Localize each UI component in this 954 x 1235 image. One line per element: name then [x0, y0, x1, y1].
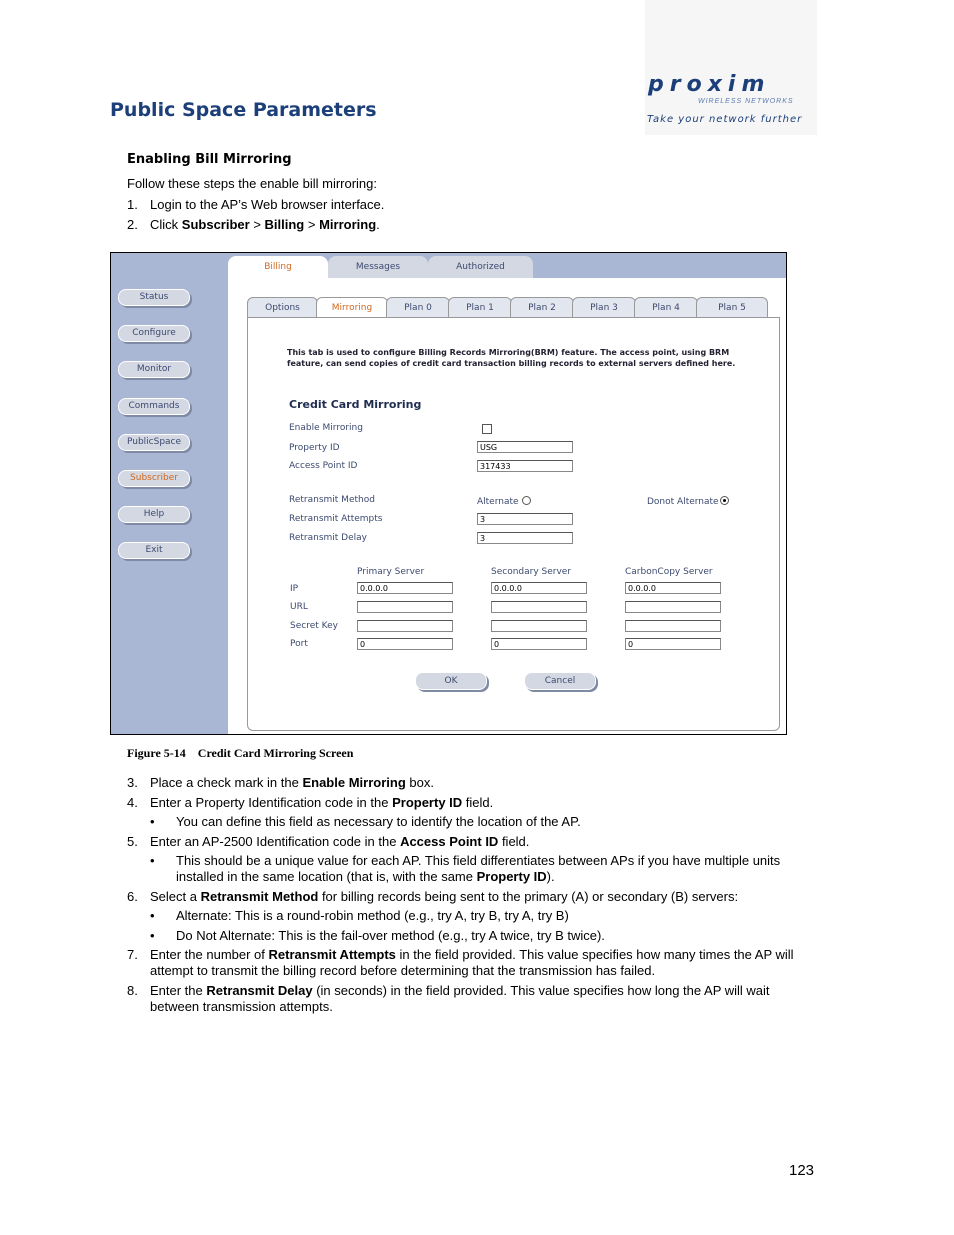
step-number: 4. [127, 795, 138, 810]
retransmit-delay-label: Retransmit Delay [289, 533, 367, 543]
tab-plan-3[interactable]: Plan 3 [572, 297, 636, 318]
tab-billing[interactable]: Billing [228, 256, 328, 278]
retransmit-method-label: Retransmit Method [289, 495, 375, 505]
tab-plan-4[interactable]: Plan 4 [634, 297, 698, 318]
sidebar-item-commands[interactable]: Commands [118, 398, 190, 415]
ip-label: IP [290, 584, 299, 594]
step-number: 2. [127, 217, 138, 232]
ok-button[interactable]: OK [415, 672, 487, 690]
donot-alternate-radio[interactable] [720, 496, 729, 505]
step-number: 5. [127, 834, 138, 849]
bullet-text: Do Not Alternate: This is the fail-over method (e.g., try A twice, try B twice). [176, 928, 605, 943]
form-section-title: Credit Card Mirroring [289, 398, 422, 411]
carboncopy-ip-input[interactable]: 0.0.0.0 [625, 582, 721, 594]
primary-url-input[interactable] [357, 601, 453, 613]
donot-alternate-label: Donot Alternate [647, 497, 719, 507]
tab-messages[interactable]: Messages [328, 256, 428, 278]
sidebar-item-publicspace[interactable]: PublicSpace [118, 434, 190, 451]
step-text: Login to the AP’s Web browser interface. [150, 197, 385, 212]
step-number: 1. [127, 197, 138, 212]
step-text: Enter a Property Identification code in the Property ID field. [150, 795, 494, 810]
page-title: Public Space Parameters [110, 99, 377, 121]
logo-tagline: Take your network further [647, 114, 803, 125]
carboncopy-server-header: CarbonCopy Server [625, 567, 713, 577]
step-number: 6. [127, 889, 138, 904]
sidebar [111, 253, 228, 734]
access-point-id-input[interactable]: 317433 [477, 460, 573, 472]
secret-key-label: Secret Key [290, 621, 338, 631]
port-label: Port [290, 639, 308, 649]
retransmit-attempts-input[interactable]: 3 [477, 513, 573, 525]
step-number: 8. [127, 983, 138, 998]
enable-mirroring-label: Enable Mirroring [289, 423, 363, 433]
bullet: • [150, 928, 155, 943]
logo-word: proxim [648, 72, 771, 97]
step-number: 7. [127, 947, 138, 962]
cancel-button[interactable]: Cancel [524, 672, 596, 690]
bullet: • [150, 908, 155, 923]
tab-mirroring[interactable]: Mirroring [316, 297, 388, 319]
tab-options[interactable]: Options [247, 297, 318, 318]
secondary-server-header: Secondary Server [491, 567, 572, 577]
property-id-input[interactable]: USG [477, 441, 573, 453]
step-text: Click Subscriber > Billing > Mirroring. [150, 217, 380, 232]
carboncopy-secret-key-input[interactable] [625, 620, 721, 632]
retransmit-attempts-label: Retransmit Attempts [289, 514, 383, 524]
top-tab-bar [228, 253, 786, 278]
carboncopy-port-input[interactable]: 0 [625, 638, 721, 650]
secondary-url-input[interactable] [491, 601, 587, 613]
enable-mirroring-checkbox[interactable] [482, 424, 492, 434]
step-text: Enter the number of Retransmit Attempts in the field provided. This value specifies how many times the AP will attempt to transmit the billing record before determining that the transmission has failed. [150, 947, 794, 978]
secondary-port-input[interactable]: 0 [491, 638, 587, 650]
figure-caption: Figure 5-14 Credit Card Mirroring Screen [127, 746, 354, 760]
url-label: URL [290, 602, 308, 612]
brm-intro: This tab is used to configure Billing Records Mirroring(BRM) feature. The access point, using BRM feature, can send copies of credit card transaction billing records to external servers defined here. [287, 348, 736, 368]
sidebar-item-monitor[interactable]: Monitor [118, 361, 190, 378]
credit-card-mirroring-screenshot [110, 252, 787, 735]
bullet: • [150, 814, 155, 829]
bullet-text: You can define this field as necessary to identify the location of the AP. [176, 814, 581, 829]
sidebar-item-configure[interactable]: Configure [118, 325, 190, 342]
tab-plan-2[interactable]: Plan 2 [510, 297, 574, 318]
alternate-label: Alternate [477, 497, 519, 507]
primary-ip-input[interactable]: 0.0.0.0 [357, 582, 453, 594]
tab-plan-5[interactable]: Plan 5 [696, 297, 768, 318]
property-id-label: Property ID [289, 443, 340, 453]
primary-server-header: Primary Server [357, 567, 425, 577]
step-text: Enter the Retransmit Delay (in seconds) in the field provided. This value specifies how long the AP will wait between transmission attempts. [150, 983, 770, 1014]
tab-plan-0[interactable]: Plan 0 [386, 297, 450, 318]
step-text: Enter an AP-2500 Identification code in the Access Point ID field. [150, 834, 530, 849]
logo-subtitle: WIRELESS NETWORKS [698, 98, 794, 105]
tab-plan-1[interactable]: Plan 1 [448, 297, 512, 318]
tab-authorized[interactable]: Authorized [428, 256, 533, 278]
primary-secret-key-input[interactable] [357, 620, 453, 632]
section-heading: Enabling Bill Mirroring [127, 152, 292, 167]
sidebar-item-exit[interactable]: Exit [118, 542, 190, 559]
secondary-ip-input[interactable]: 0.0.0.0 [491, 582, 587, 594]
section-intro: Follow these steps the enable bill mirroring: [127, 176, 378, 191]
retransmit-delay-input[interactable]: 3 [477, 532, 573, 544]
bullet-text: This should be a unique value for each AP. This field differentiates between APs if you have multiple units installed in the same location (that is, with the same Property ID). [176, 853, 781, 884]
sidebar-item-status[interactable]: Status [118, 289, 190, 306]
bullet: • [150, 853, 155, 868]
sidebar-item-subscriber[interactable]: Subscriber [118, 470, 190, 487]
step-number: 3. [127, 775, 138, 790]
sidebar-item-help[interactable]: Help [118, 506, 190, 523]
primary-port-input[interactable]: 0 [357, 638, 453, 650]
page-number: 123 [789, 1162, 815, 1179]
secondary-secret-key-input[interactable] [491, 620, 587, 632]
step-text: Select a Retransmit Method for billing records being sent to the primary (A) or secondary (B) servers: [150, 889, 739, 904]
carboncopy-url-input[interactable] [625, 601, 721, 613]
access-point-id-label: Access Point ID [289, 461, 358, 471]
bullet-text: Alternate: This is a round-robin method (e.g., try A, try B, try A, try B) [176, 908, 569, 923]
alternate-radio[interactable] [522, 496, 531, 505]
step-text: Place a check mark in the Enable Mirroring box. [150, 775, 434, 790]
